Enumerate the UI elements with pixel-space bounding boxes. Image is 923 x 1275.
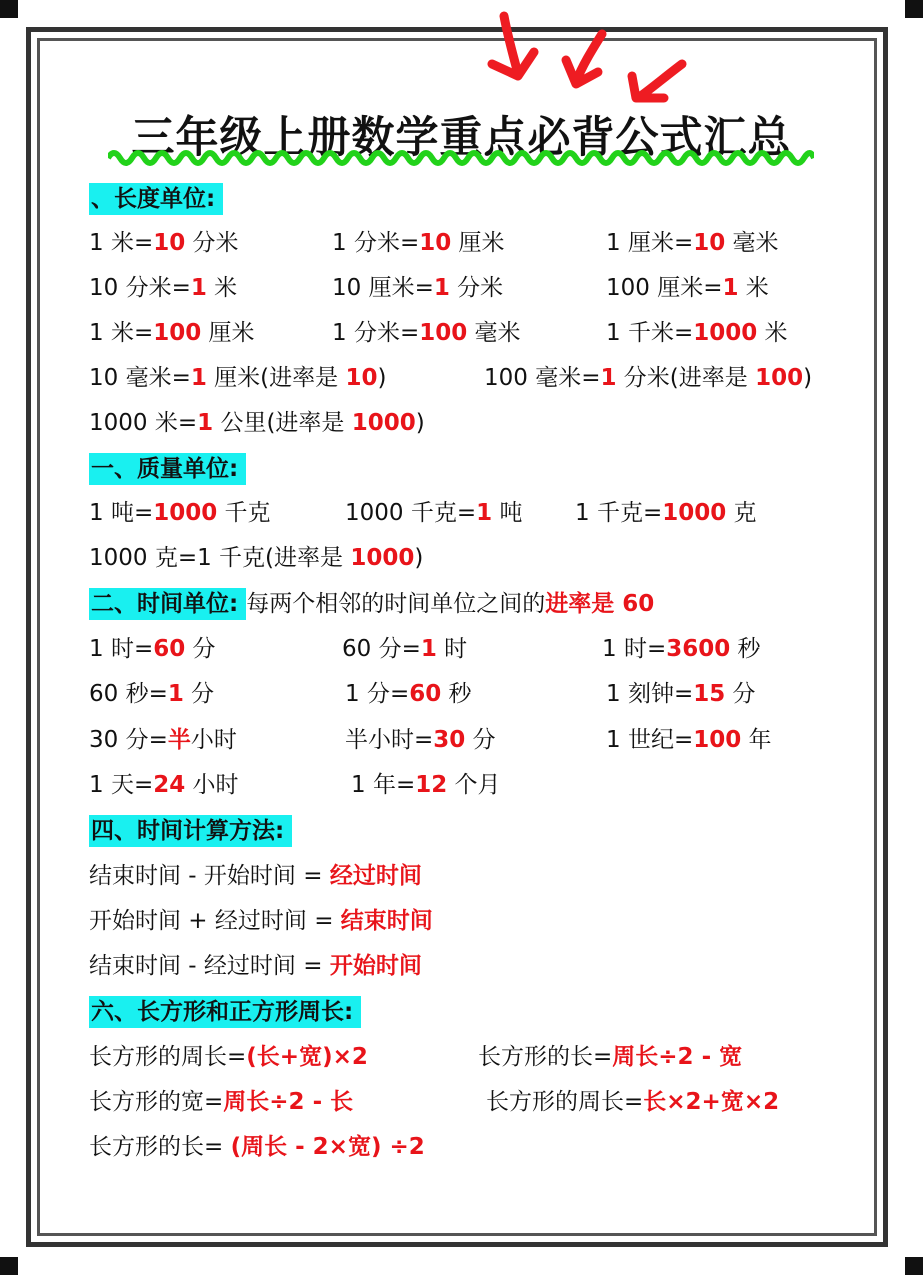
- section-note: 每两个相邻的时间单位之间的: [246, 591, 546, 617]
- formula-item: 10 厘米=1 分米: [332, 275, 504, 301]
- corner-mark-bottom-right: [905, 1257, 923, 1275]
- formula-item: 1 千米=1000 米: [606, 320, 788, 346]
- formula-item: 1 刻钟=15 分: [606, 681, 756, 707]
- formula-item: 10 毫米=1 厘米(进率是 10): [89, 365, 387, 391]
- formula-item: 长方形的周长=长×2+宽×2: [486, 1089, 780, 1115]
- formula-item: 长方形的周长=(长+宽)×2: [89, 1044, 368, 1070]
- formula-item: 1 分米=10 厘米: [332, 230, 505, 256]
- formula-item: 1 天=24 小时: [89, 772, 239, 798]
- formula-item: 1000 米=1 公里(进率是 1000): [89, 410, 425, 436]
- formula-item: 1 时=3600 秒: [602, 636, 761, 662]
- section-heading-label: 六、长方形和正方形周长:: [89, 996, 361, 1028]
- formula-item: 1000 克=1 千克(进率是 1000): [89, 545, 424, 571]
- formula-item: 结束时间 - 开始时间 = 经过时间: [89, 863, 422, 889]
- formula-item: 100 厘米=1 米: [606, 275, 769, 301]
- section-heading-label: 二、时间单位:: [89, 588, 246, 620]
- formula-item: 长方形的长=周长÷2 - 宽: [478, 1044, 743, 1070]
- formula-item: 结束时间 - 经过时间 = 开始时间: [89, 953, 422, 979]
- formula-item: 100 毫米=1 分米(进率是 100): [484, 365, 813, 391]
- formula-item: 1 千克=1000 克: [575, 500, 757, 526]
- formula-item: 1 米=10 分米: [89, 230, 239, 256]
- formula-item: 1 分米=100 毫米: [332, 320, 521, 346]
- formula-item: 1 米=100 厘米: [89, 320, 255, 346]
- formula-item: 10 分米=1 米: [89, 275, 238, 301]
- section-heading-time: [89, 588, 654, 620]
- section-heading-label: 、长度单位:: [89, 183, 223, 215]
- section-heading-label: 四、时间计算方法:: [89, 815, 292, 847]
- formula-item: 60 秒=1 分: [89, 681, 215, 707]
- section-heading-label: 一、质量单位:: [89, 453, 246, 485]
- corner-mark-bottom-left: [0, 1257, 18, 1275]
- formula-item: 长方形的长= (周长 - 2×宽) ÷2: [89, 1134, 425, 1160]
- page-title: 三年级上册数学重点必背公式汇总: [131, 113, 792, 163]
- green-wave-underline: [108, 148, 814, 168]
- formula-item: 半小时=30 分: [345, 727, 496, 753]
- section-heading-time-calc: [89, 815, 292, 847]
- formula-item: 开始时间 + 经过时间 = 结束时间: [89, 908, 433, 934]
- section-heading-perimeter: [89, 996, 361, 1028]
- formula-item: 1 吨=1000 千克: [89, 500, 271, 526]
- red-arrows-decoration: [470, 8, 710, 108]
- formula-item: 1 时=60 分: [89, 636, 216, 662]
- formula-item: 长方形的宽=周长÷2 - 长: [89, 1089, 354, 1115]
- formula-item: 30 分=半小时: [89, 727, 237, 753]
- formula-item: 1 年=12 个月: [351, 772, 501, 798]
- formula-item: 1 分=60 秒: [345, 681, 472, 707]
- formula-item: 60 分=1 时: [342, 636, 468, 662]
- formula-item: 1 厘米=10 毫米: [606, 230, 779, 256]
- formula-item: 1000 千克=1 吨: [345, 500, 523, 526]
- corner-mark-top-left: [0, 0, 18, 18]
- section-note-highlight: 进率是 60: [545, 591, 655, 617]
- corner-mark-top-right: [905, 0, 923, 18]
- formula-item: 1 世纪=100 年: [606, 727, 772, 753]
- section-heading-length: [89, 183, 223, 215]
- section-heading-mass: [89, 453, 246, 485]
